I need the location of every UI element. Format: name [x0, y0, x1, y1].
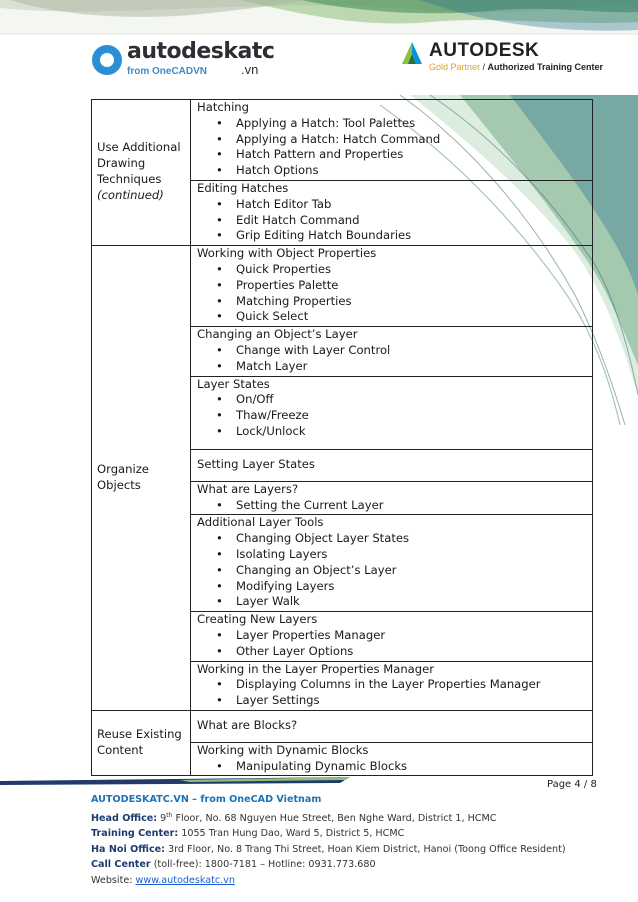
- website-label: Website:: [91, 874, 136, 886]
- list-item: • Hatch Options: [216, 163, 588, 179]
- section-items: [197, 116, 588, 179]
- topic-line: Techniques: [97, 172, 162, 187]
- course-outline-table: [91, 99, 593, 776]
- topic-note: (continued): [97, 187, 164, 202]
- call-text: (toll-free): 1800-7181 – Hotline: 0931.773.680: [150, 859, 376, 871]
- autodeskatc-logo: [92, 39, 275, 77]
- logo-ring-icon: [92, 45, 122, 75]
- footer-divider: [0, 777, 638, 789]
- footer-training-center: [91, 826, 566, 842]
- footer-contact: [91, 792, 566, 888]
- section-items: [197, 392, 588, 439]
- section-title: Setting Layer States: [197, 456, 315, 471]
- website-link[interactable]: www.autodeskatc.vn: [135, 874, 235, 886]
- list-item: • Matching Properties: [216, 294, 588, 310]
- autodesk-wordmark: AUTODESK: [429, 40, 540, 61]
- head-office-text: 9: [157, 812, 167, 824]
- autodesk-a-icon: [402, 42, 422, 64]
- topic-line: Drawing: [97, 156, 146, 171]
- list-item: • Isolating Layers: [216, 547, 588, 563]
- page-number: Page 4 / 8: [547, 779, 597, 790]
- training-label: Training Center:: [91, 828, 179, 840]
- list-item: • Change with Layer Control: [216, 343, 588, 359]
- table-row: [92, 100, 593, 181]
- table-row: [92, 710, 593, 742]
- topic-line: Content: [97, 742, 144, 757]
- partner-line: [429, 62, 603, 72]
- ordinal-superscript: th: [166, 811, 173, 819]
- atc-label: Authorized Training Center: [487, 62, 604, 72]
- section-cell: [191, 246, 593, 327]
- list-item: • Edit Hatch Command: [216, 213, 588, 229]
- section-items: [197, 498, 588, 514]
- topic-cell: [92, 246, 191, 711]
- section-title: Working with Dynamic Blocks: [197, 742, 369, 757]
- footer-call-center: [91, 857, 566, 873]
- list-item: • Layer Walk: [216, 594, 588, 610]
- list-item: • Changing an Object’s Layer: [216, 563, 588, 579]
- section-title: Changing an Object’s Layer: [197, 327, 358, 342]
- list-item: • Grip Editing Hatch Boundaries: [216, 228, 588, 244]
- list-item: • Applying a Hatch: Tool Palettes: [216, 116, 588, 132]
- list-item: • Properties Palette: [216, 278, 588, 294]
- list-item: • Layer Properties Manager: [216, 628, 588, 644]
- list-item: • Lock/Unlock: [216, 424, 588, 440]
- section-cell: [191, 376, 593, 449]
- list-item: • Match Layer: [216, 359, 588, 375]
- list-item: • Quick Properties: [216, 262, 588, 278]
- section-items: [197, 628, 588, 660]
- list-item: • On/Off: [216, 392, 588, 408]
- list-item: • Changing Object Layer States: [216, 531, 588, 547]
- topic-cell: [92, 100, 191, 246]
- footer-hanoi-office: [91, 842, 566, 858]
- topic-line: Reuse Existing: [97, 726, 182, 741]
- section-items: [197, 197, 588, 244]
- partner-separator: /: [480, 62, 488, 72]
- section-cell: [191, 180, 593, 245]
- section-cell: [191, 327, 593, 376]
- list-item: • Displaying Columns in the Layer Properties Manager: [216, 677, 588, 693]
- section-title: Layer States: [197, 376, 270, 391]
- section-cell: [191, 710, 593, 742]
- section-cell: [191, 742, 593, 776]
- section-items: [197, 343, 588, 375]
- footer-brandline: AUTODESKATC.VN – from OneCAD Vietnam: [91, 794, 322, 805]
- section-title: What are Blocks?: [197, 717, 298, 732]
- section-cell: [191, 481, 593, 515]
- section-items: [197, 759, 588, 775]
- section-items: [197, 262, 588, 325]
- list-item: • Hatch Pattern and Properties: [216, 147, 588, 163]
- section-title: Working with Object Properties: [197, 246, 377, 261]
- header-banner: [0, 0, 638, 95]
- section-cell: [191, 449, 593, 481]
- list-item: • Layer Settings: [216, 693, 588, 709]
- head-office-label: Head Office:: [91, 812, 158, 824]
- list-item: • Modifying Layers: [216, 579, 588, 595]
- gold-partner-label: Gold Partner: [429, 62, 481, 72]
- logo-brand-text: autodeskatc: [127, 39, 275, 64]
- list-item: • Manipulating Dynamic Blocks: [216, 759, 588, 775]
- hanoi-text: 3rd Floor, No. 8 Trang Thi Street, Hoan Kiem District, Hanoi (Toong Office Resident): [164, 843, 566, 855]
- list-item: • Setting the Current Layer: [216, 498, 588, 514]
- call-label: Call Center: [91, 859, 151, 871]
- section-cell: [191, 100, 593, 181]
- footer-head-office: [91, 808, 566, 827]
- section-cell: [191, 661, 593, 710]
- section-items: [197, 677, 588, 709]
- hanoi-label: Ha Noi Office:: [91, 843, 165, 855]
- footer-website: [91, 873, 566, 889]
- section-title: Working in the Layer Properties Manager: [197, 661, 435, 676]
- section-title: Hatching: [197, 100, 250, 114]
- list-item: • Quick Select: [216, 309, 588, 325]
- section-title: Creating New Layers: [197, 612, 318, 627]
- list-item: • Other Layer Options: [216, 644, 588, 660]
- table-row: [92, 246, 593, 327]
- section-title: Editing Hatches: [197, 180, 289, 195]
- topic-cell: [92, 710, 191, 776]
- list-item: • Thaw/Freeze: [216, 408, 588, 424]
- training-text: 1055 Tran Hung Dao, Ward 5, District 5, HCMC: [178, 828, 405, 840]
- head-office-text: Floor, No. 68 Nguyen Hue Street, Ben Nghe Ward, District 1, HCMC: [172, 812, 497, 824]
- section-title: Additional Layer Tools: [197, 515, 324, 530]
- logo-tagline: from OneCADVN: [127, 66, 208, 77]
- section-cell: [191, 515, 593, 612]
- topic-line: Objects: [97, 477, 141, 492]
- section-items: [197, 531, 588, 610]
- topic-line: Use Additional: [97, 140, 181, 155]
- section-title: What are Layers?: [197, 481, 299, 496]
- logo-domain: .vn: [241, 62, 259, 77]
- section-cell: [191, 612, 593, 661]
- topic-line: Organize: [97, 461, 149, 476]
- list-item: • Applying a Hatch: Hatch Command: [216, 132, 588, 148]
- list-item: • Hatch Editor Tab: [216, 197, 588, 213]
